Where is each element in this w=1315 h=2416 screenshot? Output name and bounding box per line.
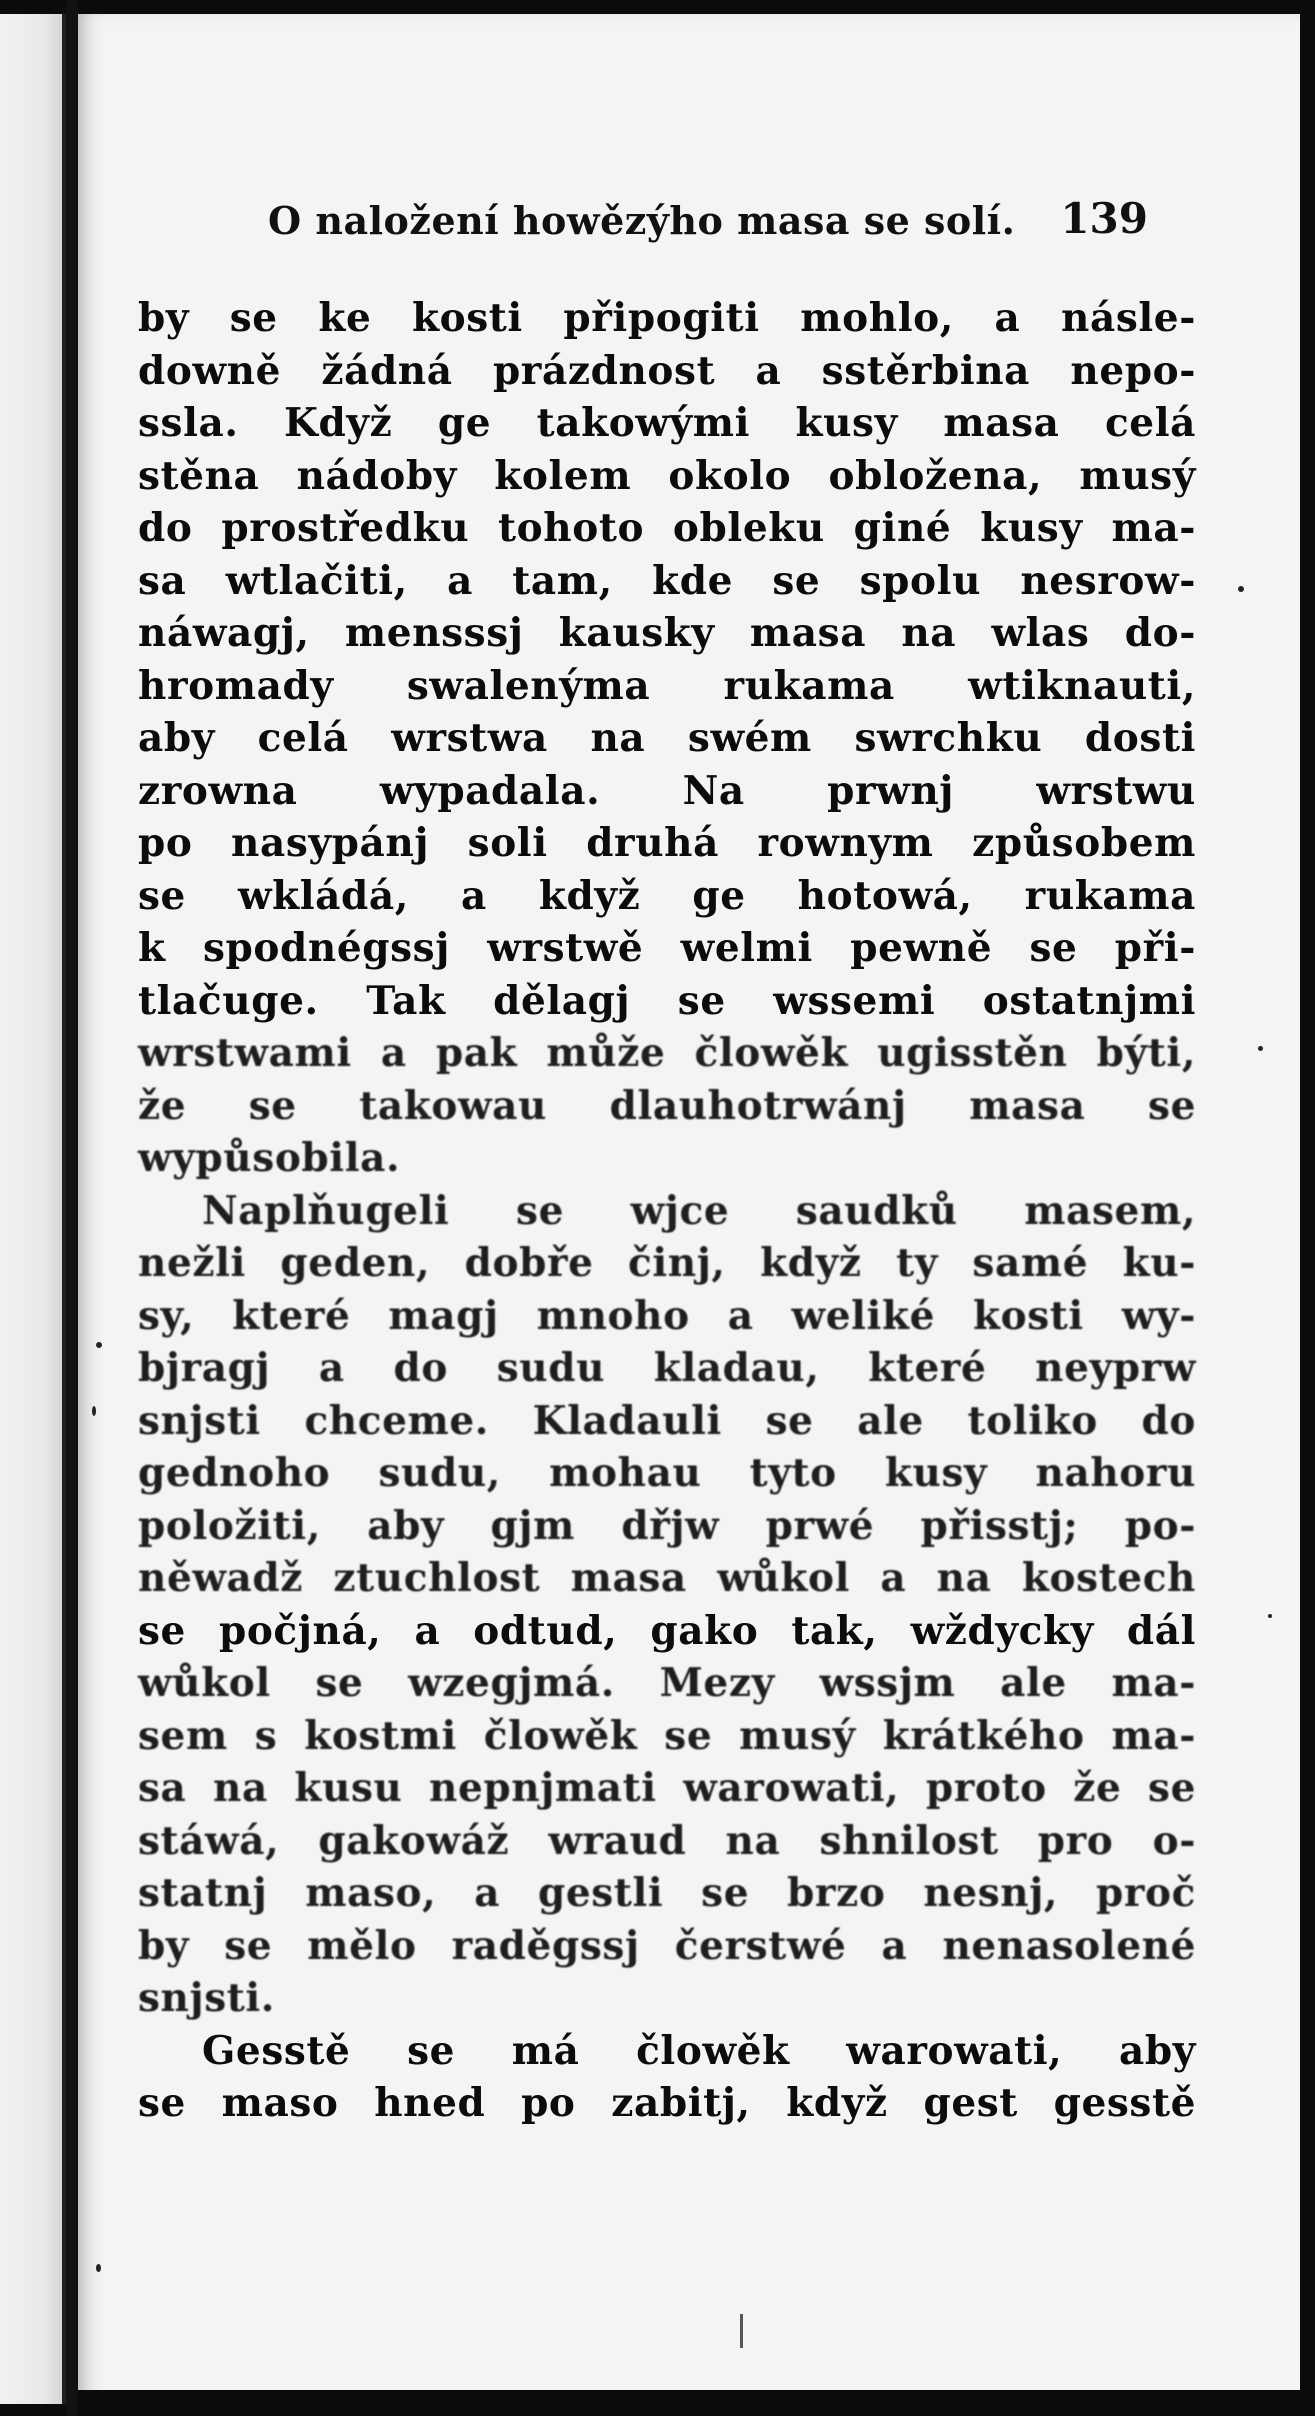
text-line: něwadž ztuchlost masa wůkol a na kostech (138, 1555, 1196, 1601)
paper-speck (96, 1342, 102, 1348)
paper-speck (1238, 586, 1244, 592)
text-line: snjsti. (138, 1975, 275, 2021)
text-line: náwagj, mensssj kausky masa na wlas do- (138, 610, 1196, 656)
text-line: že se takowau dlauhotrwánj masa se (138, 1082, 1196, 1129)
text-line: zrowna wypadala. Na prwnj wrstwu (138, 767, 1196, 814)
text-line: sa wtlačiti, a tam, kde se spolu nesrow- (138, 557, 1196, 604)
text-line: sem s kostmi člowěk se musý krátkého ma- (138, 1712, 1196, 1759)
text-line: se wkládá, a když ge hotowá, rukama (138, 872, 1196, 919)
text-line: položiti, aby gjm dřjw prwé přisstj; po- (138, 1502, 1196, 1549)
text-line: sa na kusu nepnjmati warowati, proto že se (138, 1765, 1196, 1811)
text-line: Gesstě se má člowěk warowati, aby (202, 2027, 1196, 2074)
text-line: se počjná, a odtud, gako tak, wždycky dál (138, 1607, 1196, 1654)
text-line: stěna nádoby kolem okolo obložena, musý (138, 452, 1196, 499)
page-number: 139 (1060, 194, 1148, 243)
text-line: nežli geden, dobře činj, když ty samé ku- (138, 1240, 1196, 1286)
paper-mark (740, 2314, 743, 2348)
text-line: downě žádná prázdnost a sstěrbina nepo- (138, 347, 1196, 394)
text-line: tlačuge. Tak dělagj se wssemi ostatnjmi (138, 977, 1196, 1024)
text-line: bjragj a do sudu kladau, které neyprw (138, 1345, 1196, 1391)
text-line: k spodnégssj wrstwě welmi pewně se při- (138, 925, 1196, 971)
book-gutter (66, 0, 78, 2416)
running-header (268, 190, 1148, 260)
text-line: hromady swalenýma rukama wtiknauti, (138, 662, 1196, 709)
text-line: by se mělo raděgssj čerstwé a nenasolené (138, 1922, 1196, 1969)
text-line: gednoho sudu, mohau tyto kusy nahoru (138, 1450, 1196, 1496)
paper-speck (1268, 1614, 1272, 1618)
paper-speck (1258, 1046, 1263, 1051)
text-line: wypůsobila. (138, 1135, 401, 1181)
text-line: statnj maso, a gestli se brzo nesnj, proč (138, 1870, 1196, 1916)
running-title: O naložení howězýho masa se solí. (268, 198, 1016, 243)
text-line: stáwá, gakowáž wraud na shnilost pro o- (138, 1817, 1196, 1864)
book-page (78, 14, 1300, 2404)
text-line: by se ke kosti připogiti mohlo, a násle- (138, 295, 1196, 341)
text-line: snjsti chceme. Kladauli se ale toliko do (138, 1397, 1196, 1444)
text-line: aby celá wrstwa na swém swrchku dosti (138, 715, 1196, 761)
paper-speck (92, 1406, 96, 1416)
text-line: wůkol se wzegjmá. Mezy wssjm ale ma- (138, 1660, 1196, 1706)
text-line: do prostředku tohoto obleku giné kusy ma- (138, 505, 1196, 551)
text-line: Naplňugeli se wjce saudků masem, (202, 1187, 1196, 1234)
previous-page-edge (0, 14, 66, 2404)
page-body-text (138, 292, 1196, 2130)
text-line: ssla. Když ge takowými kusy masa celá (138, 400, 1196, 446)
text-line: sy, které magj mnoho a weliké kosti wy- (138, 1292, 1196, 1339)
text-line: po nasypánj soli druhá rownym způsobem (138, 820, 1196, 866)
paper-speck (96, 2264, 101, 2272)
text-line: wrstwami a pak může člowěk ugisstěn býti, (138, 1030, 1196, 1076)
text-line: se maso hned po zabitj, když gest gesstě (138, 2080, 1196, 2126)
page-bottom-edge (78, 2390, 1300, 2404)
